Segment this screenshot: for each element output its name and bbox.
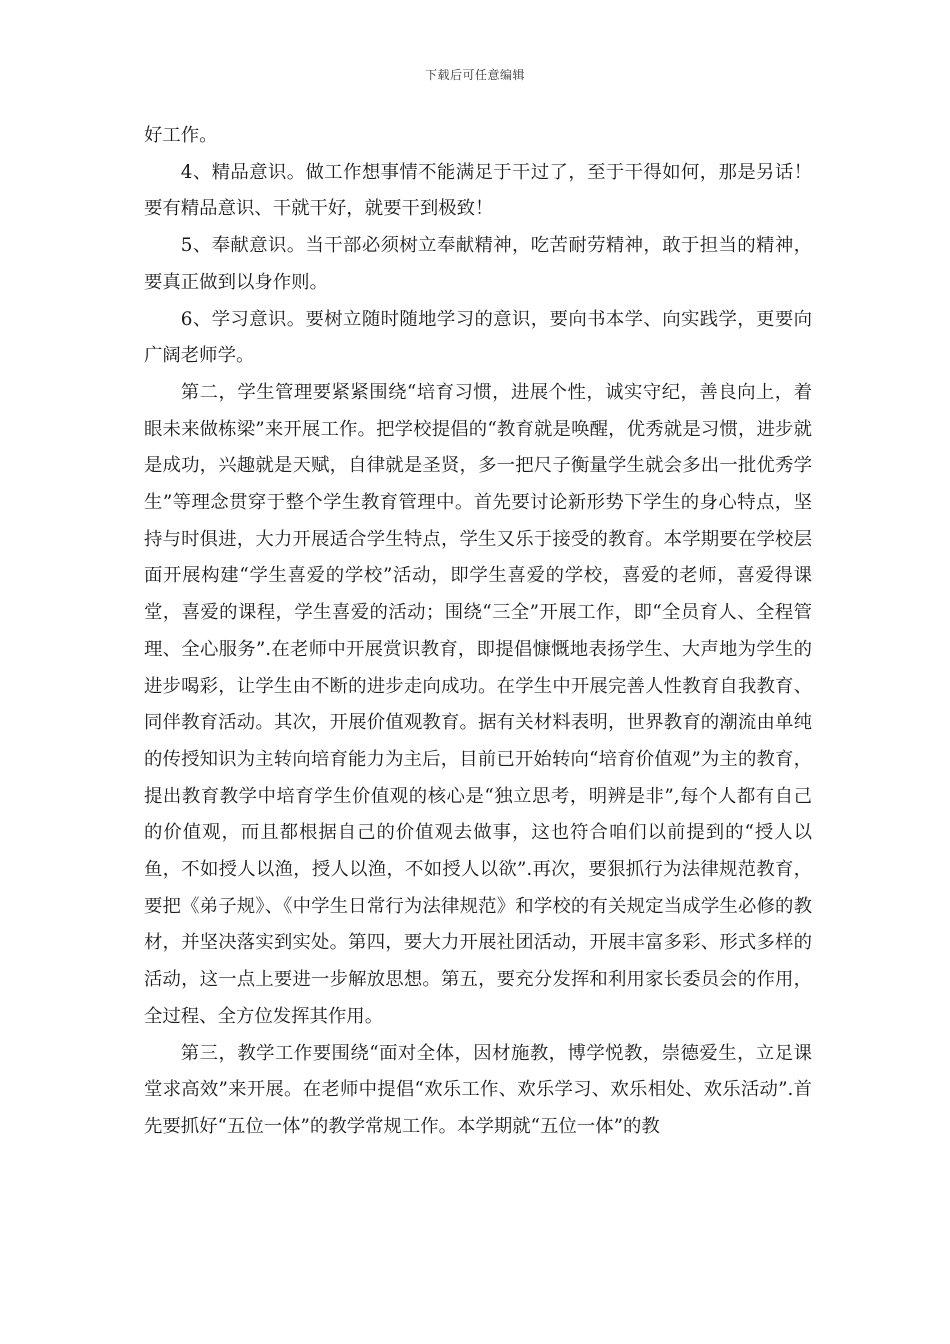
- paragraph-quality-awareness: 4、精品意识。做工作想事情不能满足于干过了，至于干得如何，那是另话！要有精品意识、干就干好，就要干到极致！: [144, 161, 812, 220]
- document-body: [144, 118, 812, 1146]
- paragraph-dedication-awareness: 5、奉献意识。当干部必须树立奉献精神，吃苦耐劳精神，敢于担当的精神，要真正做到以身作则。: [144, 235, 812, 293]
- paragraph-continuation: 好工作。: [144, 125, 218, 146]
- paragraph-learning-awareness: 6、学习意识。要树立随时随地学习的意识，要向书本学、向实践学，更要向广阔老师学。: [144, 308, 812, 367]
- paragraph-student-management: 第二，学生管理要紧紧围绕“培育习惯，进展个性，诚实守纪，善良向上，着眼未来做栋梁”来开展工作。把学校提倡的“教育就是唤醒，优秀就是习惯，进步就是成功，兴趣就是天赋，自律就是圣贤，多一把尺子衡量学生就会多出一批优秀学生”等理念贯穿于整个学生教育管理中。首先要讨论新形势下学生的身心特点，坚持与时俱进，大力开展适合学生特点，学生又乐于接受的教育。本学期要在学校层面开展构建“学生喜爱的学校”活动，即学生喜爱的学校，喜爱的老师，喜爱得课堂，喜爱的课程，学生喜爱的活动；围绕“三全”开展工作，即“全员育人、全程管理、全心服务”.在老师中开展赏识教育，即提倡慷慨地表扬学生、大声地为学生的进步喝彩，让学生由不断的进步走向成功。在学生中开展完善人性教育自我教育、同伴教育活动。其次，开展价值观教育。据有关材料表明，世界教育的潮流由单纯的传授知识为主转向培育能力为主后，目前已开始转向“培育价值观”为主的教育，提出教育教学中培育学生价值观的核心是“独立思考，明辨是非”,每个人都有自己的价值观，而且都根据自己的价值观去做事，这也符合咱们以前提到的“授人以鱼，不如授人以渔，授人以渔，不如授人以欲”.再次，要狠抓行为法律规范教育，要把《弟子规》、《中学生日常行为法律规范》和学校的有关规定当成学生必修的教材，并坚决落实到实处。第四，要大力开展社团活动，开展丰富多彩、形式多样的活动，这一点上要进一步解放思想。第五，要充分发挥和利用家长委员会的作用，全过程、全方位发挥其作用。: [144, 381, 812, 1027]
- paragraph-teaching-work: 第三，教学工作要围绕“面对全体，因材施教，博学悦教，崇德爱生，立足课堂求高效”来开展。在老师中提倡“欢乐工作、欢乐学习、欢乐相处、欢乐活动”.首先要抓好“五位一体”的教学常规工作。本学期就“五位一体”的教: [144, 1042, 812, 1137]
- page-header: 下载后可任意编辑: [424, 68, 525, 82]
